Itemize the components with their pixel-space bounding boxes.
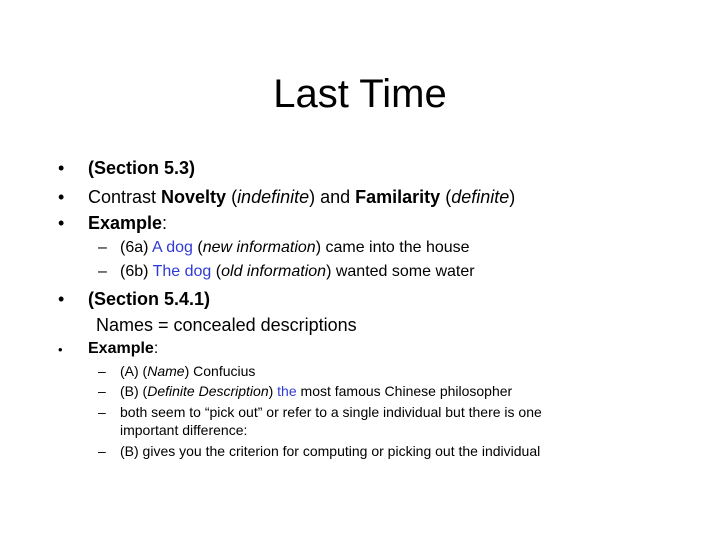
bullet-text: Names = concealed descriptions <box>96 315 357 335</box>
text-run: ( <box>211 263 222 280</box>
sub-bullet-text: both seem to “pick out” or refer to a single individual but there is one <box>120 404 542 420</box>
dash-marker: – <box>98 443 106 459</box>
sub-bullet-text <box>120 238 470 258</box>
bullet-marker: • <box>58 187 65 207</box>
text-run: (6b) <box>120 263 153 280</box>
text-run: ) and <box>309 187 356 207</box>
text-run: ( <box>440 187 452 207</box>
sub-bullet-text: (B) gives you the criterion for computing or picking out the individual <box>120 443 541 459</box>
sub-bullet-text <box>120 382 512 400</box>
text-run: ) came into the house <box>315 239 470 256</box>
term-name: Name <box>147 363 185 379</box>
bullet-text <box>88 211 167 235</box>
text-run: ) Confucius <box>184 363 256 379</box>
bullet-text <box>88 339 158 359</box>
dash-marker: – <box>98 263 107 280</box>
determiner-the: the <box>277 383 297 399</box>
example-label: Example <box>88 340 154 357</box>
text-run: Contrast <box>88 187 162 207</box>
info-label: new information <box>202 239 316 256</box>
text-run: most famous Chinese philosopher <box>296 383 513 399</box>
info-label: old information <box>221 263 327 280</box>
sub-bullet-text <box>120 362 255 380</box>
text-run: : <box>153 340 159 357</box>
text-run: ( <box>226 187 238 207</box>
dash-marker: – <box>98 404 106 420</box>
term-familiarity: Familarity <box>355 187 441 207</box>
bullet-text: (Section 5.3) <box>88 158 196 178</box>
dash-marker: – <box>98 239 107 256</box>
dash-marker: – <box>98 363 106 379</box>
text-run: (A) ( <box>120 363 148 379</box>
bullet-text: (Section 5.4.1) <box>88 289 211 309</box>
bullet-marker: • <box>58 213 65 233</box>
bullet-marker: • <box>58 342 63 357</box>
sub-bullet-text <box>120 262 475 282</box>
text-run: ( <box>192 239 203 256</box>
bullet-text <box>88 185 515 209</box>
example-label: Example <box>88 213 163 233</box>
text-run: (B) ( <box>120 383 148 399</box>
term-definite: definite <box>451 187 510 207</box>
term-novelty: Novelty <box>161 187 227 207</box>
noun-phrase: The dog <box>152 263 212 280</box>
dash-marker: – <box>98 383 106 399</box>
term-indefinite: indefinite <box>237 187 310 207</box>
text-run: ) <box>509 187 516 207</box>
text-run: : <box>162 213 168 233</box>
text-run: (6a) <box>120 239 153 256</box>
text-run: ) <box>268 383 278 399</box>
term-definite-description: Definite Description <box>147 383 269 399</box>
bullet-marker: • <box>58 158 65 178</box>
noun-phrase: A dog <box>152 239 193 256</box>
slide-title: Last Time <box>273 72 447 116</box>
bullet-marker: • <box>58 289 65 309</box>
sub-bullet-text: important difference: <box>120 422 248 438</box>
text-run: ) wanted some water <box>326 263 475 280</box>
